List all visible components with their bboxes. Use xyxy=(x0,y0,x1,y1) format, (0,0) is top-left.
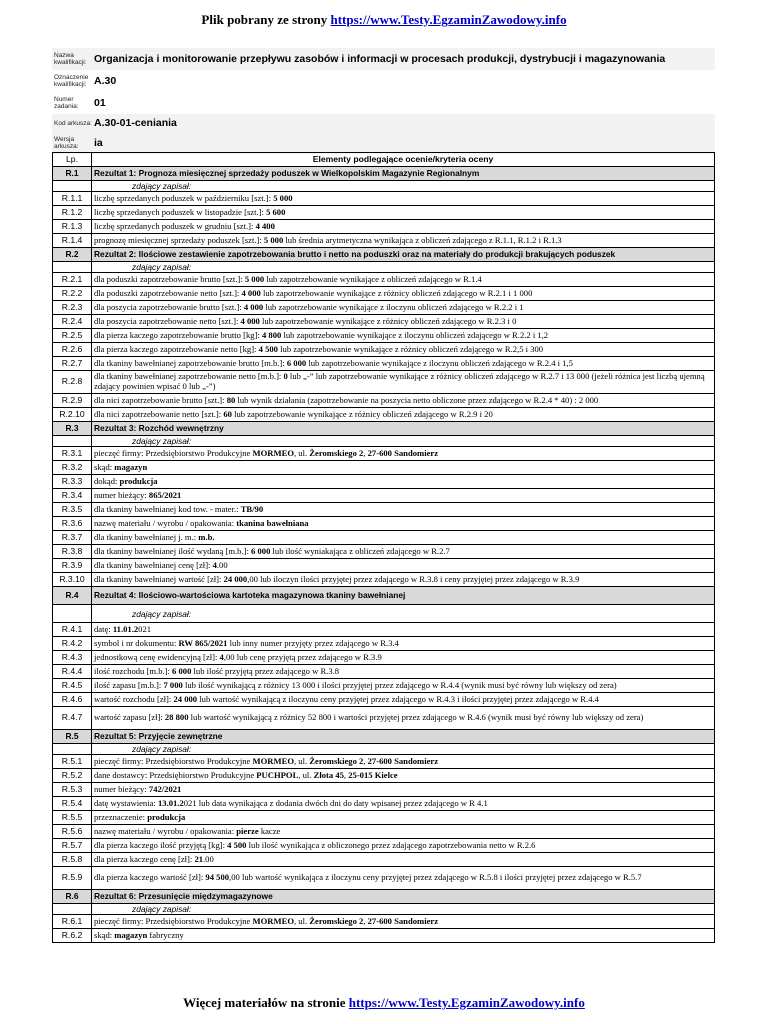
footer-prefix: Więcej materiałów na stronie xyxy=(183,995,349,1010)
meta-value: ia xyxy=(94,137,103,149)
criterion-row xyxy=(53,623,715,637)
row-text: przeznaczenie: produkcja xyxy=(92,811,715,825)
row-text: dla tkaniny bawełnianej j. m.: m.b. xyxy=(92,531,715,545)
criterion-row xyxy=(53,301,715,315)
row-text: numer bieżący: 742/2021 xyxy=(92,783,715,797)
criterion-row xyxy=(53,447,715,461)
criterion-row xyxy=(53,357,715,371)
row-text: skąd: magazyn fabryczny xyxy=(92,929,715,943)
row-text: Rezultat 6: Przesunięcie międzymagazynowe xyxy=(92,890,715,904)
row-text: skąd: magazyn xyxy=(92,461,715,475)
row-number: R.1.2 xyxy=(53,206,92,220)
row-text: symbol i nr dokumentu: RW 865/2021 lub inny numer przyjęty przez zdającego w R.3.4 xyxy=(92,637,715,651)
meta-row-sheet-code xyxy=(52,114,715,132)
row-text: pieczęć firmy: Przedsiębiorstwo Produkcyjne MORMEO, ul. Żeromskiego 2, 27-600 Sandomierz xyxy=(92,915,715,929)
criterion-row xyxy=(53,797,715,811)
row-text: dla tkaniny bawełnianej wartość [zł]: 24 000,00 lub iloczyn ilości przyjętej przez zdającego w R.3.8 i ceny przyjętej przez zdającego w R.3.9 xyxy=(92,573,715,587)
row-text: liczbę sprzedanych poduszek w grudniu [szt.]: 4 400 xyxy=(92,220,715,234)
row-number: R.6.1 xyxy=(53,915,92,929)
row-text: zdający zapisał: xyxy=(92,181,715,192)
criterion-row xyxy=(53,825,715,839)
row-text: dla poszycia zapotrzebowanie brutto [szt.]: 4 000 lub zapotrzebowanie wynikające z iloczynu obliczeń zdającego w R.2.2 i 1 xyxy=(92,301,715,315)
row-number: R.5.7 xyxy=(53,839,92,853)
row-number: R.1.4 xyxy=(53,234,92,248)
row-text: dla pierza kaczego wartość [zł]: 94 500,00 lub wartość wynikająca z iloczynu ceny przyjętej przez zdającego w R.5.8 i ilości przyjętej przez zdającego w R.5.7 xyxy=(92,867,715,890)
subheading-row xyxy=(53,436,715,447)
row-number: R.5.4 xyxy=(53,797,92,811)
row-text: zdający zapisał: xyxy=(92,436,715,447)
header-prefix: Plik pobrany ze strony xyxy=(201,12,331,27)
criterion-row xyxy=(53,769,715,783)
row-number: R.3 xyxy=(53,422,92,436)
row-number: R.4.6 xyxy=(53,693,92,707)
criterion-row xyxy=(53,637,715,651)
row-text: dla tkaniny bawełnianej cenę [zł]: 4.00 xyxy=(92,559,715,573)
row-text: liczbę sprzedanych poduszek w listopadzie [szt.]: 5 600 xyxy=(92,206,715,220)
row-number: R.4.1 xyxy=(53,623,92,637)
row-number: R.2.5 xyxy=(53,329,92,343)
row-text: dla pierza kaczego cenę [zł]: 21.00 xyxy=(92,853,715,867)
meta-row-qualification-name xyxy=(52,48,715,70)
row-number: R.3.4 xyxy=(53,489,92,503)
row-number: R.1 xyxy=(53,167,92,181)
row-number: R.3.7 xyxy=(53,531,92,545)
row-number: R.3.9 xyxy=(53,559,92,573)
table-header-row xyxy=(53,153,715,167)
meta-label: Kod arkusza: xyxy=(54,119,92,127)
row-text: dla tkaniny bawełnianej zapotrzebowanie brutto [m.b.]: 6 000 lub zapotrzebowanie wynikające z iloczynu obliczeń zdającego w R.2.4 i 1,5 xyxy=(92,357,715,371)
meta-row-sheet-version xyxy=(52,132,715,154)
criterion-row xyxy=(53,867,715,890)
criterion-row xyxy=(53,503,715,517)
row-number: R.3.2 xyxy=(53,461,92,475)
criterion-row xyxy=(53,915,715,929)
criterion-row xyxy=(53,408,715,422)
meta-value: Organizacja i monitorowanie przepływu zasobów i informacji w procesach produkcji, dystrybucji i magazynowania xyxy=(94,53,666,65)
meta-value: A.30 xyxy=(94,75,117,87)
row-text: dla pierza kaczego ilość przyjętą [kg]: 4 500 lub ilość wynikająca z obliczonego przez zdającego zapotrzebowania netto w R.2.6 xyxy=(92,839,715,853)
row-text: dla tkaniny bawełnianej zapotrzebowanie netto [m.b.]: 0 lub „-” lub zapotrzebowanie wynikające z różnicy obliczeń zdającego w R.2.7 i 13 000 (jeżeli różnica jest liczbą ujemną zdający powinien wpisać 0 lub „-”) xyxy=(92,371,715,394)
criterion-row xyxy=(53,783,715,797)
row-text: dla nici zapotrzebowanie netto [szt.]: 60 lub zapotrzebowanie wynikające z różnicy obliczeń zdającego w R.2.9 i 20 xyxy=(92,408,715,422)
row-text: dla poduszki zapotrzebowanie netto [szt.]: 4 000 lub zapotrzebowanie wynikające z różnicy obliczeń zdającego w R.2.1 i 1 000 xyxy=(92,287,715,301)
row-number: R.5.5 xyxy=(53,811,92,825)
criterion-row xyxy=(53,206,715,220)
row-text: pieczęć firmy: Przedsiębiorstwo Produkcyjne MORMEO, ul. Żeromskiego 2, 27-600 Sandomierz xyxy=(92,447,715,461)
meta-label: Wersja arkusza: xyxy=(54,136,79,150)
row-number xyxy=(53,262,92,273)
footer-link[interactable]: https://www.Testy.EgzaminZawodowy.info xyxy=(348,995,585,1010)
row-text: prognozę miesięcznej sprzedaży poduszek [szt.]: 5 000 lub średnia arytmetyczna wynikająca z obliczeń zdającego z R.1.1, R.1.2 i R.1.3 xyxy=(92,234,715,248)
row-text: dokąd: produkcja xyxy=(92,475,715,489)
row-number xyxy=(53,744,92,755)
criterion-row xyxy=(53,287,715,301)
row-text: nazwę materiału / wyrobu / opakowania: tkanina bawełniana xyxy=(92,517,715,531)
row-number: R.3.1 xyxy=(53,447,92,461)
row-text: wartość rozchodu [zł]: 24 000 lub wartość wynikającą z iloczynu ceny przyjętej przez zdającego w R.4.3 i ilości przyjętej przez zdającego w R.4.4 xyxy=(92,693,715,707)
row-number: R.6 xyxy=(53,890,92,904)
row-text: dane dostawcy: Przedsiębiorstwo Produkcyjne PUCHPOL, ul. Złota 45, 25-015 Kielce xyxy=(92,769,715,783)
row-text: datę: 11.01.2021 xyxy=(92,623,715,637)
row-number: R.2.2 xyxy=(53,287,92,301)
row-text: wartość zapasu [zł]: 28 800 lub wartość wynikającą z różnicy 52 800 i wartości przyjętej przez zdającego w R.4.6 (wynik musi być równy lub większy od zera) xyxy=(92,707,715,730)
page-footer xyxy=(0,995,768,1011)
criterion-row xyxy=(53,853,715,867)
row-number xyxy=(53,605,92,623)
row-number: R.4.3 xyxy=(53,651,92,665)
criterion-row xyxy=(53,531,715,545)
meta-label: Oznaczenie kwalifikacji: xyxy=(54,74,89,88)
criterion-row xyxy=(53,693,715,707)
row-number: R.1.3 xyxy=(53,220,92,234)
row-text: zdający zapisał: xyxy=(92,262,715,273)
header-link[interactable]: https://www.Testy.EgzaminZawodowy.info xyxy=(330,12,567,27)
result-row xyxy=(53,422,715,436)
row-number: R.3.10 xyxy=(53,573,92,587)
criterion-row xyxy=(53,234,715,248)
subheading-row xyxy=(53,904,715,915)
criterion-row xyxy=(53,651,715,665)
row-number: R.2.1 xyxy=(53,273,92,287)
criterion-row xyxy=(53,220,715,234)
row-number: R.6.2 xyxy=(53,929,92,943)
subheading-row xyxy=(53,605,715,623)
row-number: R.5 xyxy=(53,730,92,744)
result-row xyxy=(53,167,715,181)
row-number: R.2.6 xyxy=(53,343,92,357)
row-number: R.4.5 xyxy=(53,679,92,693)
row-number: R.5.2 xyxy=(53,769,92,783)
result-row xyxy=(53,890,715,904)
row-number: R.2.10 xyxy=(53,408,92,422)
row-number: R.2.4 xyxy=(53,315,92,329)
subheading-row xyxy=(53,262,715,273)
row-text: Rezultat 5: Przyjęcie zewnętrzne xyxy=(92,730,715,744)
meta-row-qualification-code xyxy=(52,70,715,92)
criterion-row xyxy=(53,329,715,343)
criterion-row xyxy=(53,489,715,503)
page-header xyxy=(0,12,768,28)
meta-block xyxy=(52,48,715,154)
row-text: dla nici zapotrzebowanie brutto [szt.]: 80 lub wynik działania (zapotrzebowanie na poszycia netto obliczone przez zdającego w R.2.4 * 40) : 2 000 xyxy=(92,394,715,408)
row-text: pieczęć firmy: Przedsiębiorstwo Produkcyjne MORMEO, ul. Żeromskiego 2, 27-600 Sandomierz xyxy=(92,755,715,769)
criterion-row xyxy=(53,707,715,730)
row-text: dla tkaniny bawełnianej ilość wydaną [m.b.]: 6 000 lub ilość wyniakająca z obliczeń zdającego w R.2.7 xyxy=(92,545,715,559)
meta-label: Nazwa kwalifikacji: xyxy=(54,52,87,66)
criterion-row xyxy=(53,192,715,206)
meta-value: 01 xyxy=(94,97,106,109)
row-number: R.3.6 xyxy=(53,517,92,531)
row-number: R.5.8 xyxy=(53,853,92,867)
row-text: Rezultat 3: Rozchód wewnętrzny xyxy=(92,422,715,436)
row-number xyxy=(53,436,92,447)
row-number: R.1.1 xyxy=(53,192,92,206)
criterion-row xyxy=(53,755,715,769)
criterion-row xyxy=(53,371,715,394)
criterion-row xyxy=(53,665,715,679)
row-number xyxy=(53,181,92,192)
row-number: R.3.8 xyxy=(53,545,92,559)
row-text: dla poszycia zapotrzebowanie netto [szt.]: 4 000 lub zapotrzebowanie wynikające z różnicy obliczeń zdającego w R.2.3 i 0 xyxy=(92,315,715,329)
row-number: R.2 xyxy=(53,248,92,262)
row-text: dla tkaniny bawełnianej kod tow. - mater.: TB/90 xyxy=(92,503,715,517)
criteria-table xyxy=(52,152,715,943)
criterion-row xyxy=(53,273,715,287)
row-text: liczbę sprzedanych poduszek w październiku [szt.]: 5 000 xyxy=(92,192,715,206)
row-number xyxy=(53,904,92,915)
row-number: R.5.3 xyxy=(53,783,92,797)
criterion-row xyxy=(53,517,715,531)
row-number: R.3.5 xyxy=(53,503,92,517)
row-number: R.2.9 xyxy=(53,394,92,408)
row-text: Rezultat 2: Ilościowe zestawienie zapotrzebowania brutto i netto na poduszki oraz na materiały do produkcji brakujących poduszek xyxy=(92,248,715,262)
row-text: numer bieżący: 865/2021 xyxy=(92,489,715,503)
row-text: dla poduszki zapotrzebowanie brutto [szt.]: 5 000 lub zapotrzebowanie wynikające z obliczeń zdającego w R.1.4 xyxy=(92,273,715,287)
meta-value: A.30-01-ceniania xyxy=(94,117,177,129)
row-number: R.3.3 xyxy=(53,475,92,489)
criterion-row xyxy=(53,679,715,693)
row-text: ilość rozchodu [m.b.]: 6 000 lub ilość przyjętą przez zdającego w R.3.8 xyxy=(92,665,715,679)
row-number: R.5.1 xyxy=(53,755,92,769)
subheading-row xyxy=(53,181,715,192)
row-number: R.4.2 xyxy=(53,637,92,651)
criterion-row xyxy=(53,839,715,853)
header-title: Elementy podlegające ocenie/kryteria oceny xyxy=(92,153,715,167)
row-text: zdający zapisał: xyxy=(92,744,715,755)
result-row xyxy=(53,730,715,744)
criterion-row xyxy=(53,559,715,573)
criterion-row xyxy=(53,573,715,587)
row-number: R.2.7 xyxy=(53,357,92,371)
meta-label: Numer zadania: xyxy=(54,96,79,110)
row-text: ilość zapasu [m.b.]: 7 000 lub ilość wynikającą z różnicy 13 000 i ilości przyjętej przez zdającego w R.4.4 (wynik musi być równy lub większy od zera) xyxy=(92,679,715,693)
result-row xyxy=(53,248,715,262)
row-text: zdający zapisał: xyxy=(92,904,715,915)
row-text: Rezultat 4: Ilościowo-wartościowa kartoteka magazynowa tkaniny bawełnianej xyxy=(92,587,715,605)
row-text: dla pierza kaczego zapotrzebowanie netto [kg]: 4 500 lub zapotrzebowanie wynikające z różnicy obliczeń zdającego w R.2,5 i 300 xyxy=(92,343,715,357)
criterion-row xyxy=(53,394,715,408)
criterion-row xyxy=(53,811,715,825)
row-text: nazwę materiału / wyrobu / opakowania: pierze kacze xyxy=(92,825,715,839)
result-row xyxy=(53,587,715,605)
criterion-row xyxy=(53,315,715,329)
criterion-row xyxy=(53,461,715,475)
row-number: R.2.8 xyxy=(53,371,92,394)
row-number: R.4 xyxy=(53,587,92,605)
row-text: Rezultat 1: Prognoza miesięcznej sprzedaży poduszek w Wielkopolskim Magazynie Regionalnym xyxy=(92,167,715,181)
row-text: datę wystawienia: 13.01.2021 lub data wynikająca z dodania dwóch dni do daty wpisanej przez zdającego w R 4.1 xyxy=(92,797,715,811)
meta-row-task-number xyxy=(52,92,715,114)
criterion-row xyxy=(53,545,715,559)
subheading-row xyxy=(53,744,715,755)
row-text: zdający zapisał: xyxy=(92,605,715,623)
row-number: R.5.6 xyxy=(53,825,92,839)
row-number: R.5.9 xyxy=(53,867,92,890)
row-text: jednostkową cenę ewidencyjną [zł]: 4,00 lub cenę przyjętą przez zdającego w R.3.9 xyxy=(92,651,715,665)
row-number: R.4.7 xyxy=(53,707,92,730)
row-text: dla pierza kaczego zapotrzebowanie brutto [kg]: 4 800 lub zapotrzebowanie wynikające z iloczynu obliczeń zdającego w R.2.2 i 1,2 xyxy=(92,329,715,343)
criterion-row xyxy=(53,929,715,943)
criterion-row xyxy=(53,343,715,357)
header-lp: Lp. xyxy=(53,153,92,167)
row-number: R.4.4 xyxy=(53,665,92,679)
row-number: R.2.3 xyxy=(53,301,92,315)
criterion-row xyxy=(53,475,715,489)
